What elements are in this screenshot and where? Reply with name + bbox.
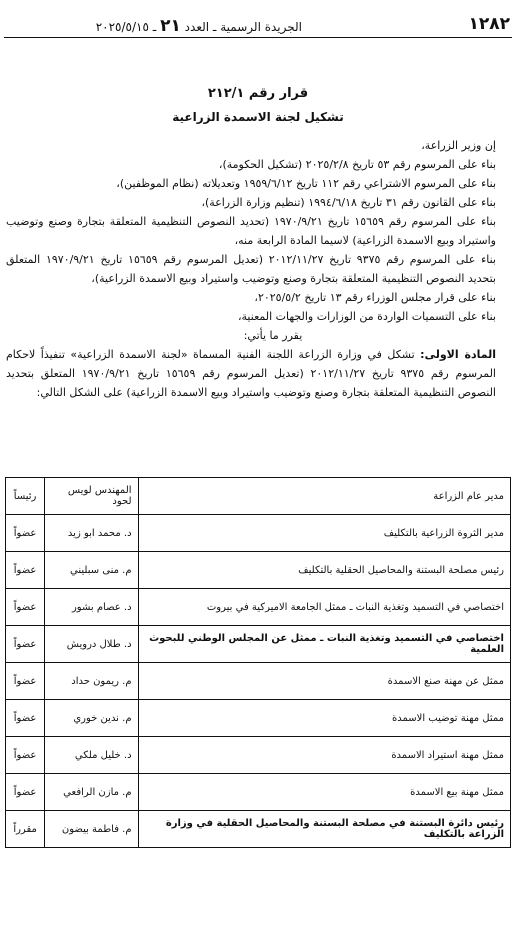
committee-member-status: مقرراً: [6, 811, 45, 848]
article-1-label: المادة الاولى:: [420, 348, 496, 361]
preamble-clause: بناء على المرسوم رقم ٩٣٧٥ تاريخ ٢٠١٢/١١/٢٧ (تعديل المرسوم رقم ١٥٦٥٩ تاريخ ١٩٧٠/٩/٢١ المتعلق بتحديد النصوص التنظيمية المتعلقة بتجارة وصنع وتوضيب واستيراد وبيع الاسمدة الزراعية)،: [6, 253, 496, 285]
committee-role: ممثل عن مهنة صنع الاسمدة: [138, 663, 510, 700]
committee-role: رئيس دائرة البستنة في مصلحة البستنة والمحاصيل الحقلية في وزارة الزراعة بالتكليف: [138, 811, 510, 848]
committee-member-name: د. محمد ابو زيد: [45, 515, 138, 552]
committee-row: [6, 589, 511, 626]
preamble-clause: بناء على المرسوم رقم ٥٣ تاريخ ٢٠٢٥/٢/٨ (تشكيل الحكومة)،: [218, 158, 496, 171]
journal-heading: [96, 16, 302, 36]
committee-role: ممثل مهنة استيراد الاسمدة: [138, 737, 510, 774]
committee-row: [6, 811, 511, 848]
journal-name: الجريدة الرسمية ـ العدد: [184, 20, 302, 34]
preamble-clause: بناء على التسميات الواردة من الوزارات والجهات المعنية،: [237, 310, 496, 323]
page-header: [4, 14, 512, 38]
decree-number: قرار رقم ٢١٢/١: [207, 86, 309, 101]
committee-member-name: د. خليل ملكي: [45, 737, 138, 774]
committee-row: [6, 626, 511, 663]
preamble-clause: بناء على المرسوم الاشتراعي رقم ١١٢ تاريخ ١٩٥٩/٦/١٢ وتعديلاته (نظام الموظفين)،: [116, 177, 496, 190]
committee-role: رئيس مصلحة البستنة والمحاصيل الحقلية بالتكليف: [138, 552, 510, 589]
article-1-text: تشكل في وزارة الزراعة اللجنة الفنية المسماة «لجنة الاسمدة الزراعية» تنفيذاً لاحكام المرسوم رقم ٩٣٧٥ تاريخ ٢٠١٢/١١/٢٧ (تعديل المرسوم رقم ١٥٦٥٩ تاريخ ١٩٧٠/٩/٢١ المتعلق بتحديد النصوص التنظيمية المتعلقة بتجارة وصنع وتوضيب واستيراد وبيع الاسمدة الزراعية) على الشكل التالي:: [6, 348, 496, 399]
committee-row: [6, 478, 511, 515]
committee-table-body: [6, 478, 511, 848]
decides-line: يقرر ما يأتي:: [243, 329, 303, 342]
committee-member-status: عضواً: [6, 589, 45, 626]
header-divider: [4, 37, 512, 38]
committee-row: [6, 774, 511, 811]
committee-member-name: م. فاطمة بيضون: [45, 811, 138, 848]
committee-member-name: د. طلال درويش: [45, 626, 138, 663]
committee-role: اختصاصي في التسميد وتغذية النبات ـ ممثل الجامعة الاميركية في بيروت: [138, 589, 510, 626]
committee-table: [5, 477, 511, 848]
issue-number: ٢١: [160, 16, 181, 36]
committee-member-status: عضواً: [6, 626, 45, 663]
decree-body: [6, 136, 510, 402]
page-number: ١٢٨٢: [468, 14, 510, 34]
committee-member-status: عضواً: [6, 737, 45, 774]
committee-role: مدير الثروة الزراعية بالتكليف: [138, 515, 510, 552]
committee-member-name: المهندس لويس لحود: [45, 478, 138, 515]
committee-role: ممثل مهنة بيع الاسمدة: [138, 774, 510, 811]
committee-row: [6, 700, 511, 737]
preamble-clause: بناء على المرسوم رقم ١٥٦٥٩ تاريخ ١٩٧٠/٩/٢١ (تحديد النصوص التنظيمية المتعلقة بتجارة وصنع وتوضيب واستيراد وبيع الاسمدة الزراعية) لاسيما المادة الرابعة منه،: [6, 215, 497, 247]
decree-title: تشكيل لجنة الاسمدة الزراعية: [172, 110, 344, 124]
preamble-clause: بناء على قرار مجلس الوزراء رقم ١٣ تاريخ ٢٠٢٥/٥/٢،: [254, 291, 496, 304]
committee-member-status: عضواً: [6, 663, 45, 700]
committee-member-status: عضواً: [6, 552, 45, 589]
committee-member-status: رئيساً: [6, 478, 45, 515]
preamble-minister: إن وزير الزراعة،: [421, 139, 496, 152]
article-1: [6, 345, 510, 402]
committee-member-status: عضواً: [6, 515, 45, 552]
committee-role: ممثل مهنة توضيب الاسمدة: [138, 700, 510, 737]
committee-member-status: عضواً: [6, 700, 45, 737]
committee-row: [6, 663, 511, 700]
committee-row: [6, 737, 511, 774]
committee-role: مدير عام الزراعة: [138, 478, 510, 515]
committee-member-name: م. ندين خوري: [45, 700, 138, 737]
issue-date: ـ ٢٠٢٥/٥/١٥: [95, 20, 157, 34]
committee-member-name: د. عصام بشور: [45, 589, 138, 626]
committee-row: [6, 552, 511, 589]
preamble-clause: بناء على القانون رقم ٣١ تاريخ ١٩٩٤/٦/١٨ (تنظيم وزارة الزراعة)،: [201, 196, 496, 209]
committee-member-name: م. منى سبليني: [45, 552, 138, 589]
committee-role: اختصاصي في التسميد وتغذية النبات ـ ممثل عن المجلس الوطني للبحوث العلمية: [138, 626, 510, 663]
committee-member-name: م. ريمون حداد: [45, 663, 138, 700]
committee-member-name: م. مازن الرافعي: [45, 774, 138, 811]
committee-member-status: عضواً: [6, 774, 45, 811]
committee-row: [6, 515, 511, 552]
